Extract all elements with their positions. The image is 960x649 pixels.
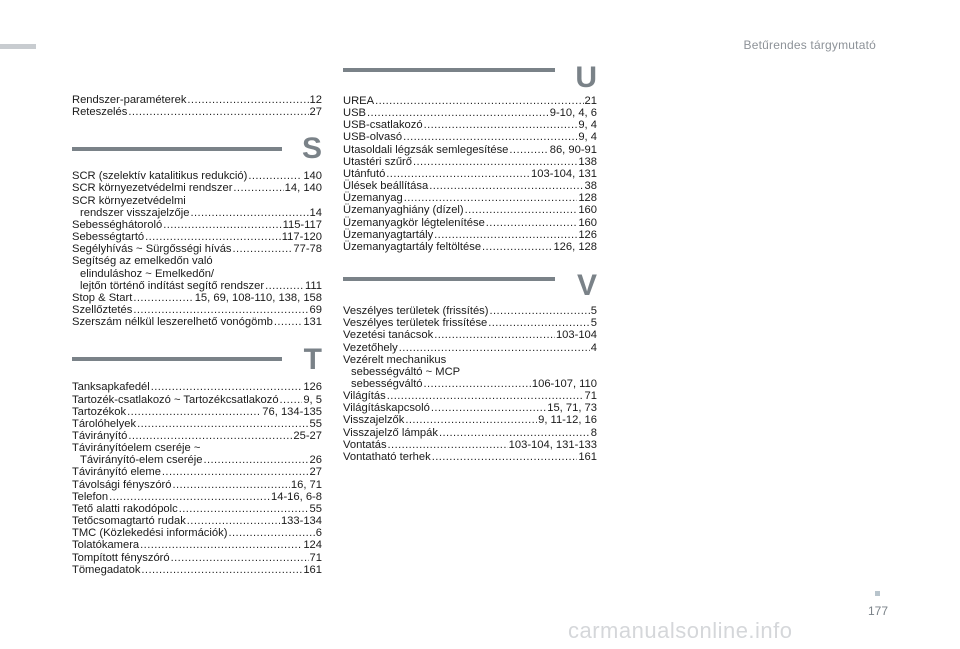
- section-t-header: [72, 341, 322, 381]
- index-entry: [343, 119, 597, 131]
- index-entry-pages: 106-107, 110: [531, 377, 597, 390]
- index-entry: [343, 180, 597, 192]
- page-header-title: Betűrendes tárgymutató: [743, 38, 876, 52]
- index-entry-term: Vezetőhely: [343, 341, 398, 354]
- index-entry-term: Tanksapkafedél: [72, 381, 150, 394]
- index-entry-leader: [465, 204, 578, 216]
- index-entry-term: sebességváltó: [351, 377, 423, 390]
- index-entry: [72, 552, 322, 564]
- index-entry-leader: [280, 394, 303, 406]
- section-v-letter: V: [576, 269, 597, 303]
- index-entry: [72, 381, 322, 393]
- index-entry-pages: 103-104: [555, 329, 597, 342]
- index-entry-leader: [486, 217, 578, 229]
- index-entry-pages: 103-104, 131: [531, 167, 597, 180]
- index-entry: [72, 231, 322, 243]
- index-entry: [343, 204, 597, 216]
- index-entry-pages: 16, 71: [290, 478, 322, 491]
- page-number: 177: [867, 604, 888, 618]
- index-entry-pages: 15, 69, 108-110, 138, 158: [194, 291, 322, 304]
- index-entry-leader: [233, 182, 283, 194]
- index-entry-leader: [133, 304, 308, 316]
- index-entry: [343, 402, 597, 414]
- index-entry-term: Visszajelző lámpák: [343, 426, 438, 439]
- index-entry-term: Sebességhátoroló: [72, 218, 163, 231]
- page-marker-square: [875, 591, 880, 596]
- index-entry-term: Utánfutó: [343, 167, 386, 180]
- index-entry-leader: [140, 539, 302, 551]
- index-entry-term: Szerszám nélkül leszerelhető vonógömb: [72, 316, 273, 329]
- index-entry: [72, 539, 322, 551]
- index-entry-term: Távolsági fényszóró: [72, 478, 172, 491]
- index-entry-pages: 14: [309, 206, 322, 219]
- index-entry-term: Üzemanyag: [343, 192, 403, 205]
- index-entry-term: Tárolóhelyek: [72, 417, 137, 430]
- index-entry-leader: [375, 95, 583, 107]
- index-entry-term: rendszer visszajelzője: [80, 206, 190, 219]
- index-entry-term: Tartozékok: [72, 405, 127, 418]
- index-entry-term: Üzemanyagkör légtelenítése: [343, 216, 485, 229]
- index-entry-leader: [431, 402, 546, 414]
- index-entry-pages: 140: [303, 170, 322, 183]
- index-entry-pages: 126: [578, 228, 597, 241]
- index-entry-term: Tetőcsomagtartó rudak: [72, 515, 186, 528]
- index-entry-pages: 9, 4: [578, 119, 597, 132]
- index-entry-leader: [128, 430, 292, 442]
- index-entry-term: Világítás: [343, 390, 386, 403]
- index-entry-pages: 111: [304, 279, 322, 292]
- index-entry-leader: [228, 527, 314, 539]
- index-entry-leader: [187, 515, 280, 527]
- index-entry-leader: [109, 491, 270, 503]
- index-entry-pages: 9, 4: [578, 131, 597, 144]
- index-entry-line: sebességváltó ~ MCP: [351, 365, 461, 378]
- index-entry: [343, 427, 597, 439]
- section-t-list: [72, 381, 322, 576]
- index-entry-pages: 161: [303, 563, 322, 576]
- index-entry-pages: 161: [578, 450, 597, 463]
- index-entry: [343, 439, 597, 451]
- index-entry-pages: 4: [590, 341, 597, 354]
- index-entry: [343, 451, 597, 463]
- index-entry: [343, 107, 597, 119]
- index-entry: [72, 491, 322, 503]
- index-entry-leader: [162, 466, 309, 478]
- index-entry-leader: [509, 144, 548, 156]
- index-entry-pages: 126, 128: [553, 240, 597, 253]
- index-entry-term: Üzemanyaghiány (dízel): [343, 204, 464, 217]
- index-entry-line: elinduláshoz ~ Emelkedőn/: [80, 267, 215, 280]
- index-entry-leader: [151, 381, 303, 393]
- index-entry: [343, 414, 597, 426]
- index-entry: [72, 207, 322, 219]
- index-entry-term: Üzemanyagtartály feltöltése: [343, 240, 482, 253]
- index-entry-term: SCR környezetvédelmi rendszer: [72, 182, 233, 195]
- section-u-header: [343, 62, 597, 95]
- index-entry-term: Tartozék-csatlakozó ~ Tartozékcsatlakozó: [72, 393, 279, 406]
- index-entry: [72, 527, 322, 539]
- index-entry-term: Tető alatti rakodópolc: [72, 502, 178, 515]
- index-entry: [72, 243, 322, 255]
- index-entry-pages: 77-78: [293, 243, 322, 256]
- index-entry: [343, 342, 597, 354]
- index-entry-pages: 128: [578, 192, 597, 205]
- index-entry-pages: 117-120: [281, 231, 322, 244]
- index-entry-pages: 115-117: [282, 218, 322, 231]
- index-entry-term: Távirányító eleme: [72, 466, 161, 479]
- index-entry-term: Reteszelés: [72, 106, 128, 119]
- index-entry-pages: 8: [590, 426, 597, 439]
- index-entry-pages: 38: [584, 180, 597, 193]
- section-u-list: [343, 95, 597, 253]
- index-entry-leader: [424, 119, 578, 131]
- index-entry-term: USB-olvasó: [343, 131, 403, 144]
- index-entry-leader: [179, 503, 309, 515]
- index-entry-term: lejtőn történő indítást segítő rendszer: [80, 279, 265, 292]
- left-column: [72, 94, 322, 576]
- index-entry: [72, 94, 322, 106]
- index-entry-leader: [388, 439, 508, 451]
- index-entry: [343, 229, 597, 241]
- index-entry-pages: 5: [590, 305, 597, 318]
- section-v-list: [343, 305, 597, 463]
- section-v-rule: [343, 277, 555, 281]
- index-entry: [72, 564, 322, 576]
- index-entry: [343, 317, 597, 329]
- index-entry: [72, 430, 322, 442]
- index-entry-leader: [439, 427, 590, 439]
- index-entry-term: Távirányító-elem cseréje: [80, 454, 203, 467]
- index-entry: [343, 241, 597, 253]
- index-entry: [72, 292, 322, 304]
- index-entry-term: Veszélyes területek (frissítés): [343, 305, 489, 318]
- index-entry-pages: 14, 140: [284, 182, 322, 195]
- index-entry-term: Távirányító: [72, 429, 128, 442]
- index-entry-pages: 71: [309, 551, 322, 564]
- index-entry-term: USB-csatlakozó: [343, 119, 423, 132]
- section-t-rule: [72, 357, 282, 361]
- section-v-header: [343, 267, 597, 305]
- index-entry: [72, 316, 322, 328]
- index-entry-term: Visszajelzők: [343, 414, 405, 427]
- index-entry-leader: [405, 414, 537, 426]
- index-entry-term: Vontatható terhek: [343, 450, 431, 463]
- index-entry-leader: [403, 131, 577, 143]
- index-entry-term: UREA: [343, 95, 375, 107]
- index-entry-pages: 124: [303, 539, 322, 552]
- index-entry-pages: 138: [578, 155, 597, 168]
- index-entry-line: Távirányítóelem cseréje ~: [72, 442, 201, 455]
- section-s-list: [72, 170, 322, 328]
- index-entry-pages: 9-10, 4, 6: [549, 107, 597, 120]
- index-entry-leader: [265, 280, 304, 292]
- header-accent-bar: [0, 44, 36, 49]
- index-entry-leader: [173, 479, 290, 491]
- index-entry-pages: 86, 90-91: [549, 143, 597, 156]
- index-entry: [343, 217, 597, 229]
- index-entry: [343, 95, 597, 107]
- index-entry-pages: 14-16, 6-8: [271, 490, 322, 503]
- index-entry-leader: [274, 316, 302, 328]
- index-entry: [72, 106, 322, 118]
- index-entry-leader: [432, 451, 578, 463]
- index-entry-term: Utasoldali légzsák semlegesítése: [343, 143, 509, 156]
- index-entry-line: Segítség az emelkedőn való: [72, 255, 213, 268]
- index-entry-line: Vezérelt mechanikus: [343, 353, 447, 366]
- index-entry-leader: [404, 192, 578, 204]
- section-s-letter: S: [301, 132, 322, 166]
- index-entry-pages: 6: [315, 527, 322, 540]
- index-entry-leader: [137, 418, 308, 430]
- index-entry-leader: [482, 241, 552, 253]
- index-entry: [343, 390, 597, 402]
- index-entry-term: Utastéri szűrő: [343, 155, 413, 168]
- watermark-text: carmanualsonline.info: [568, 618, 793, 643]
- index-entry: [72, 418, 322, 430]
- index-entry-pages: 15, 71, 73: [547, 402, 597, 415]
- index-entry-leader: [127, 406, 261, 418]
- index-entry-pages: 103-104, 131-133: [508, 438, 597, 451]
- index-entry-term: Tompított fényszóró: [72, 551, 170, 564]
- index-entry-line: SCR környezetvédelmi: [72, 194, 186, 207]
- index-entry-term: USB: [343, 107, 367, 120]
- index-entry-leader: [133, 292, 193, 304]
- index-entry-term: Üzemanyagtartály: [343, 228, 434, 241]
- index-entry-term: Rendszer-paraméterek: [72, 94, 187, 106]
- r-entries-list: [72, 94, 322, 118]
- index-entry-term: Veszélyes területek frissítése: [343, 317, 488, 330]
- index-entry-leader: [128, 106, 308, 118]
- index-entry-pages: 55: [309, 417, 322, 430]
- index-entry-leader: [203, 454, 308, 466]
- section-s-rule: [72, 147, 282, 151]
- index-entry-pages: 25-27: [293, 429, 322, 442]
- index-entry-pages: 160: [578, 204, 597, 217]
- index-entry-pages: 9, 11-12, 16: [538, 414, 597, 427]
- index-entry: [72, 515, 322, 527]
- index-entry-term: Sebességtartó: [72, 231, 145, 244]
- index-entry-pages: 5: [590, 317, 597, 330]
- index-entry: [72, 479, 322, 491]
- index-entry-term: Vezetési tanácsok: [343, 329, 434, 342]
- index-entry-leader: [187, 94, 308, 106]
- index-entry-leader: [434, 229, 577, 241]
- index-entry-leader: [386, 168, 530, 180]
- index-entry-term: Tömegadatok: [72, 563, 141, 576]
- index-entry-pages: 21: [584, 95, 597, 107]
- index-entry-pages: 12: [309, 94, 322, 106]
- index-entry-pages: 9, 5: [303, 393, 322, 406]
- section-t-letter: T: [303, 343, 322, 377]
- index-entry: [72, 466, 322, 478]
- index-entry-leader: [141, 564, 302, 576]
- index-entry: [343, 192, 597, 204]
- index-entry: [72, 280, 322, 292]
- index-entry: [343, 329, 597, 341]
- index-entry: [72, 219, 322, 231]
- index-entry-pages: 76, 134-135: [262, 405, 322, 418]
- index-entry: [72, 394, 322, 406]
- index-entry-leader: [387, 390, 584, 402]
- index-entry-leader: [367, 107, 549, 119]
- index-entry: [343, 131, 597, 143]
- index-entry-pages: 131: [303, 316, 322, 329]
- index-entry-leader: [429, 180, 583, 192]
- index-entry-term: Vontatás: [343, 438, 387, 451]
- index-entry-pages: 26: [309, 454, 322, 467]
- index-entry: [72, 170, 322, 182]
- index-entry-leader: [233, 243, 293, 255]
- right-column: [343, 62, 597, 463]
- index-entry-pages: 55: [309, 502, 322, 515]
- index-entry: [343, 168, 597, 180]
- index-entry-pages: 27: [309, 466, 322, 479]
- index-entry-leader: [399, 342, 590, 354]
- index-entry: [72, 182, 322, 194]
- index-entry-pages: 27: [309, 106, 322, 119]
- index-entry: [343, 156, 597, 168]
- index-entry-term: Szellőztetés: [72, 304, 133, 317]
- index-entry: [343, 378, 597, 390]
- index-entry-term: SCR (szelektív katalitikus redukció): [72, 170, 248, 183]
- index-entry: [343, 305, 597, 317]
- index-entry-term: Ülések beállítása: [343, 180, 429, 193]
- index-entry: [72, 304, 322, 316]
- section-u-letter: U: [575, 61, 597, 94]
- index-entry-pages: 69: [309, 304, 322, 317]
- index-entry-leader: [163, 219, 281, 231]
- index-entry-leader: [171, 552, 309, 564]
- index-entry-term: Segélyhívás ~ Sürgősségi hívás: [72, 243, 232, 256]
- index-entry-term: Telefon: [72, 490, 109, 503]
- index-entry-term: Világításkapcsoló: [343, 402, 430, 415]
- index-entry-leader: [488, 317, 590, 329]
- index-entry-leader: [145, 231, 281, 243]
- index-entry-pages: 126: [303, 381, 322, 394]
- index-entry-leader: [434, 329, 555, 341]
- index-entry-leader: [424, 378, 531, 390]
- index-entry-leader: [490, 305, 590, 317]
- section-u-rule: [343, 68, 555, 72]
- index-entry: [72, 454, 322, 466]
- index-entry-pages: 133-134: [280, 515, 322, 528]
- index-entry-term: Tolatókamera: [72, 539, 140, 552]
- index-entry-term: Stop & Start: [72, 291, 133, 304]
- index-entry-leader: [190, 207, 308, 219]
- index-entry: [72, 503, 322, 515]
- index-entry-leader: [413, 156, 577, 168]
- index-entry-pages: 71: [584, 390, 597, 403]
- index-entry-term: TMC (Közlekedési információk): [72, 527, 228, 540]
- section-s-header: [72, 130, 322, 170]
- index-entry-pages: 160: [578, 216, 597, 229]
- index-entry: [343, 144, 597, 156]
- index-entry-leader: [248, 170, 302, 182]
- index-entry: [72, 406, 322, 418]
